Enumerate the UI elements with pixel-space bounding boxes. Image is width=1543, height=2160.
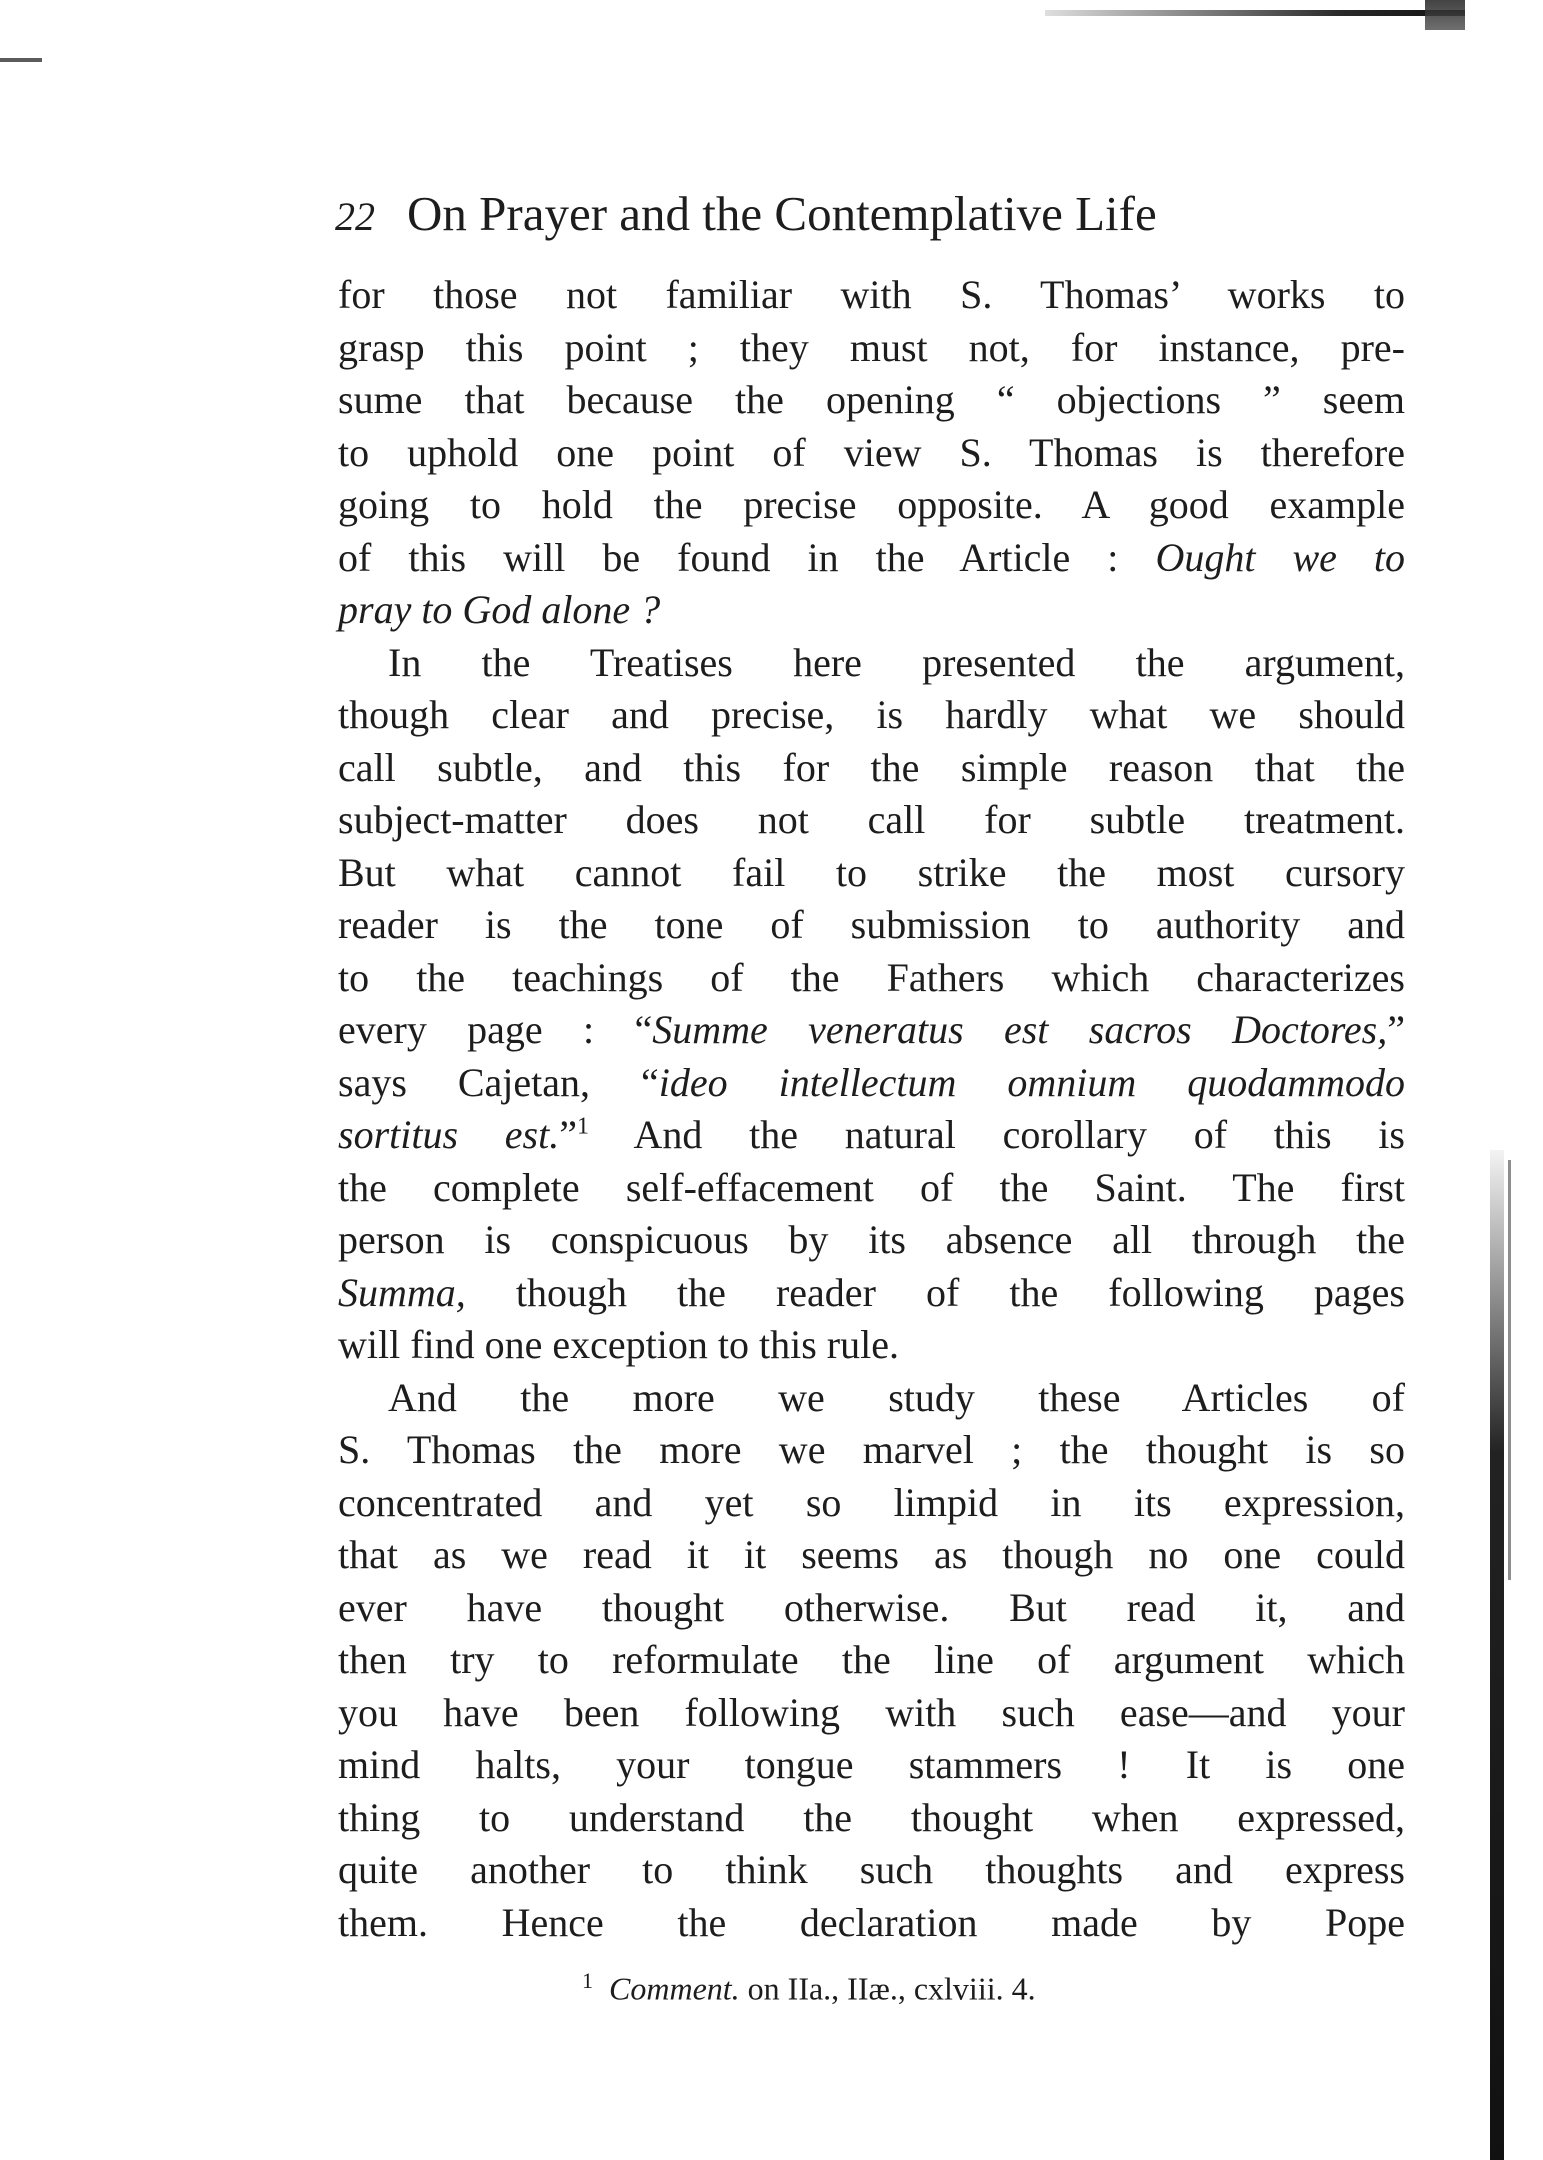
text-segment: grasp this point ; they must not, for instance, pre- xyxy=(338,324,1405,370)
text-segment: ” xyxy=(559,1112,577,1157)
text-segment: you have been following with such ease—and your xyxy=(338,1689,1405,1735)
text-line xyxy=(338,742,1405,795)
text-line xyxy=(338,1844,1405,1897)
scan-artifact-top-corner xyxy=(1425,0,1465,30)
text-segment: to the teachings of the Fathers which characterizes xyxy=(338,954,1405,1000)
text-segment: though the reader of the following pages xyxy=(465,1269,1405,1315)
footnote-reference: 1 xyxy=(576,1113,589,1140)
text-line xyxy=(338,1162,1405,1215)
italic-segment: Summe veneratus est sacros Doctores, xyxy=(652,1007,1388,1052)
page-header xyxy=(335,185,1405,255)
footnote xyxy=(582,1968,1036,2008)
text-segment: going to hold the precise opposite. A good example xyxy=(338,482,1405,527)
text-segment: then try to reformulate the line of argument which xyxy=(338,1637,1405,1682)
text-line xyxy=(338,1424,1405,1477)
text-line xyxy=(338,689,1405,742)
text-segment: person is conspicuous by its absence all through the xyxy=(338,1217,1405,1262)
scan-artifact-right-edge-inner xyxy=(1508,1160,1511,1580)
text-line xyxy=(338,1739,1405,1792)
text-segment: quite another to think such thoughts and express xyxy=(338,1847,1405,1892)
italic-segment: pray to God alone ? xyxy=(338,587,661,632)
text-line xyxy=(338,899,1405,952)
text-line xyxy=(338,269,1405,322)
text-segment: will find one exception to this rule. xyxy=(338,1322,899,1367)
text-line xyxy=(338,794,1405,847)
text-line xyxy=(338,1267,1405,1320)
text-line xyxy=(338,322,1405,375)
text-segment: to uphold one point of view S. Thomas is therefore xyxy=(338,429,1405,475)
text-line xyxy=(338,952,1405,1005)
italic-segment: ideo intellectum omnium quodammodo xyxy=(658,1059,1406,1105)
text-segment: ” xyxy=(1387,1007,1406,1052)
text-line xyxy=(338,1897,1405,1950)
text-line xyxy=(338,1109,1405,1162)
body-text xyxy=(338,269,1405,1949)
text-line xyxy=(338,584,1405,637)
text-segment: sume that because the opening “ objections ” seem xyxy=(338,377,1405,422)
scan-artifact-left xyxy=(0,58,42,62)
text-segment: concentrated and yet so limpid in its expression, xyxy=(338,1479,1405,1525)
page-number: 22 xyxy=(335,194,375,239)
text-segment: call subtle, and this for the simple reason that the xyxy=(338,744,1405,790)
footnote-mark: 1 xyxy=(582,1968,593,1993)
text-line xyxy=(338,1582,1405,1635)
text-segment: of this will be found in the Article : xyxy=(338,534,1119,580)
text-segment: that as we read it it seems as though no one could xyxy=(338,1532,1405,1577)
text-segment: thing to understand the thought when expressed, xyxy=(338,1794,1405,1840)
text-line xyxy=(338,1529,1405,1582)
text-line xyxy=(338,1057,1405,1110)
text-segment: the complete self-effacement of the Saint. The first xyxy=(338,1164,1405,1210)
text-line xyxy=(338,1634,1405,1687)
text-segment: says Cajetan, “ xyxy=(338,1059,659,1105)
scan-artifact-right-edge xyxy=(1490,1150,1504,2160)
scan-artifact-top xyxy=(1045,10,1465,16)
text-line xyxy=(338,427,1405,480)
text-segment: And the natural corollary of this is xyxy=(588,1112,1405,1157)
text-line xyxy=(338,374,1405,427)
text-line xyxy=(338,847,1405,900)
text-line xyxy=(338,479,1405,532)
italic-segment: Ought we to xyxy=(1155,534,1406,580)
italic-segment: sortitus est. xyxy=(338,1112,560,1157)
text-line xyxy=(338,637,1405,690)
text-segment: reader is the tone of submission to authority and xyxy=(338,902,1405,947)
text-segment: In the Treatises here presented the argument, xyxy=(388,639,1405,685)
text-segment: subject-matter does not call for subtle treatment. xyxy=(338,797,1405,842)
text-line xyxy=(338,1792,1405,1845)
footnote-text: on IIa., IIæ., cxlviii. 4. xyxy=(739,1970,1036,2007)
text-segment: But what cannot fail to strike the most cursory xyxy=(338,849,1405,895)
text-line xyxy=(338,1372,1405,1425)
text-line xyxy=(338,1004,1405,1057)
text-segment: And the more we study these Articles of xyxy=(388,1374,1405,1420)
text-line xyxy=(338,1214,1405,1267)
text-line xyxy=(338,1687,1405,1740)
text-line xyxy=(338,1477,1405,1530)
running-title: On Prayer and the Contemplative Life xyxy=(407,186,1157,241)
footnote-citation: Comment. xyxy=(609,1970,740,2007)
text-segment: S. Thomas the more we marvel ; the thought is so xyxy=(338,1427,1405,1472)
text-segment: mind halts, your tongue stammers ! It is one xyxy=(338,1742,1405,1787)
text-segment: though clear and precise, is hardly what we should xyxy=(338,692,1405,737)
text-line xyxy=(338,1319,1405,1372)
text-segment: them. Hence the declaration made by Pope xyxy=(338,1899,1405,1945)
text-line xyxy=(338,532,1405,585)
text-segment: ever have thought otherwise. But read it, and xyxy=(338,1584,1405,1630)
italic-segment: Summa, xyxy=(338,1269,466,1315)
text-segment: every page : “ xyxy=(338,1007,653,1052)
text-segment: for those not familiar with S. Thomas’ works to xyxy=(338,272,1405,317)
